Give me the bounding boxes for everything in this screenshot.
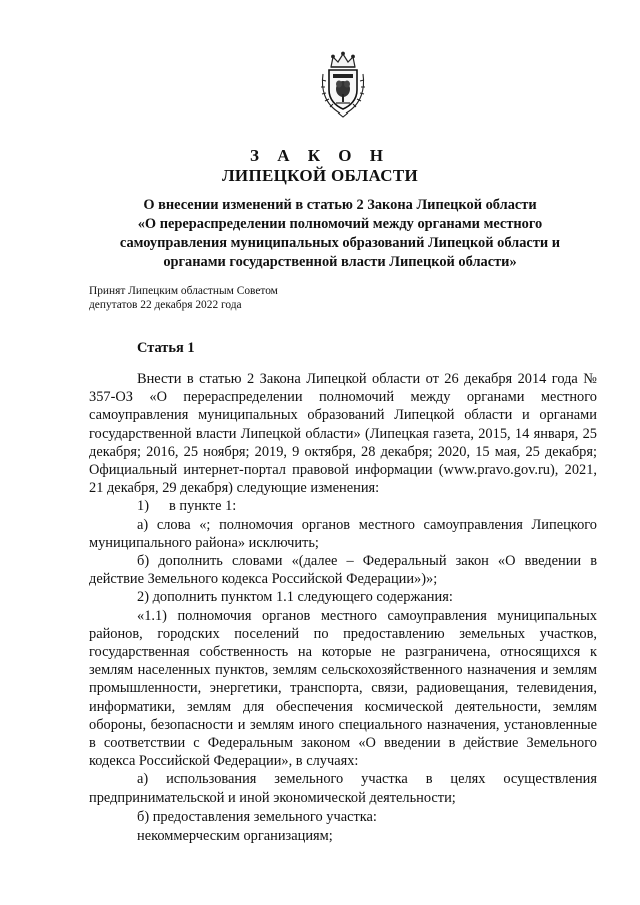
adoption-note [89,284,278,312]
article-body [89,370,597,846]
paragraph-case-b: б) предоставления земельного участка: [137,809,377,826]
law-subject-line: самоуправления муниципальных образований Липецкой области и [119,235,561,251]
list-item-1 [89,497,597,515]
paragraph-nonprofit: некоммерческим организациям; [137,828,333,845]
law-subject-line: «О перераспределении полномочий между органами местного [137,216,543,232]
paragraph-1-1: «1.1) полномочия органов местного самоуправления муниципальных районов, городских поселений по предоставлению земельных участков, государственная собственность на которые не разграничена, относящихся к землям населенных пунктов, землям сельскохозяйственного назначения и землям промышленности, энергетики, транспорта, связи, радиовещания, телевидения, информатики, землям для обеспечения космической деятельности, землям обороны, безопасности и землям иного специального назначения, установленные в соответствии с Федеральным законом «О введении в действие Земельного кодекса Российской Федерации», в случаях: [89,607,597,770]
paragraph-a: а) слова «; полномочия органов местного самоуправления Липецкого муниципального района» исключить; [89,516,597,551]
article-title: Статья 1 [137,340,195,356]
coat-of-arms-emblem [318,50,368,120]
shield-icon [329,70,357,109]
list-item-number: 1) [137,498,149,515]
law-subject-line: органами государственной власти Липецкой области» [163,254,517,270]
law-region: ЛИПЕЦКОЙ ОБЛАСТИ [221,166,419,185]
law-subject [90,196,590,272]
law-subject-line: О внесении изменений в статью 2 Закона Липецкой области [143,197,537,213]
paragraph-intro: Внести в статью 2 Закона Липецкой области от 26 декабря 2014 года № 357-ОЗ «О перераспределении полномочий между органами местного самоуправления муниципальных образований Липецкой области и органами государственной власти Липецкой области» (Липецкая газета, 2015, 14 января, 25 декабря; 2016, 25 ноября; 2019, 9 октября, 28 декабря; 2020, 15 мая, 25 декабря; Официальный интернет-портал правовой информации (www.pravo.gov.ru), 2021, 21 декабря, 29 декабря) следующие изменения: [89,371,597,497]
adoption-note-line: депутатов 22 декабря 2022 года [89,299,242,311]
adoption-note-line: Принят Липецким областным Советом [89,285,278,297]
paragraph-b: б) дополнить словами «(далее – Федеральный закон «О введении в действие Земельного кодекса Российской Федерации»)»; [89,553,597,588]
law-title: З А К О Н [249,146,391,165]
list-item-2: 2) дополнить пунктом 1.1 следующего содержания: [137,589,453,606]
paragraph-case-a: а) использования земельного участка в целях осуществления предпринимательской и иной экономической деятельности; [89,771,597,807]
crown-icon [331,52,355,67]
list-item-text: в пункте 1: [169,498,237,515]
